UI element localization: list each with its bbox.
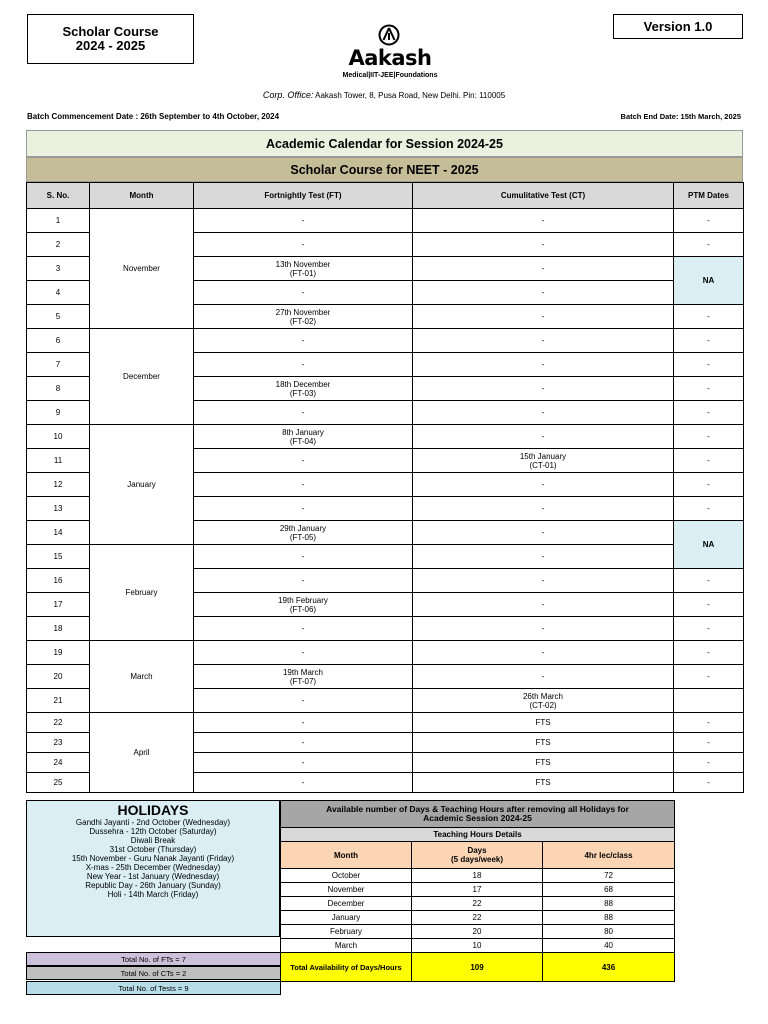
cell-month: December xyxy=(90,329,194,425)
ft-text: - xyxy=(301,576,305,585)
course-year: 2024 - 2025 xyxy=(75,38,146,53)
cell-ft xyxy=(194,753,413,773)
ct-text: - xyxy=(541,336,545,345)
cell-ptm: NA xyxy=(674,257,744,305)
hours-cell-days: 20 xyxy=(412,925,543,939)
calendar-table xyxy=(26,182,744,793)
holiday-item: New Year - 1st January (Wednesday) xyxy=(86,872,220,881)
ft-text: 29th January xyxy=(279,523,327,533)
hours-total-hours: 436 xyxy=(543,953,675,982)
hours-cell-days: 10 xyxy=(412,939,543,953)
ft-text: 19th March xyxy=(282,667,324,677)
cell-ptm: - xyxy=(674,473,744,497)
ft-text: 18th December xyxy=(275,379,331,389)
hours-title: Available number of Days & Teaching Hours after removing all Holidays for Academic Session 2024-25 xyxy=(281,801,675,828)
cell-ft xyxy=(194,233,413,257)
total-tests: Total No. of Tests = 9 xyxy=(26,981,281,995)
cell-ft xyxy=(194,641,413,665)
cell-sno: 2 xyxy=(27,233,90,257)
cell-ft xyxy=(194,305,413,329)
ct-text: - xyxy=(541,216,545,225)
ct-text: - xyxy=(541,480,545,489)
cell-sno: 22 xyxy=(27,713,90,733)
corp-office-address: Aakash Tower, 8, Pusa Road, New Delhi. Pin: 110005 xyxy=(315,91,506,100)
table-row xyxy=(27,209,744,233)
hours-cell-days: 17 xyxy=(412,883,543,897)
ct-text: FTS xyxy=(535,758,551,767)
hours-cell-days: 22 xyxy=(412,911,543,925)
batch-commencement: Batch Commencement Date : 26th September to 4th October, 2024 xyxy=(27,112,280,121)
ct-text: (CT-01) xyxy=(529,460,557,470)
hours-cell-month: February xyxy=(281,925,412,939)
hours-total-label: Total Availability of Days/Hours xyxy=(281,953,412,982)
cell-sno: 12 xyxy=(27,473,90,497)
cell-ptm: - xyxy=(674,617,744,641)
aakash-logo-icon xyxy=(378,24,400,46)
cell-sno: 9 xyxy=(27,401,90,425)
cell-sno: 1 xyxy=(27,209,90,233)
cell-ptm: - xyxy=(674,233,744,257)
total-cts: Total No. of CTs = 2 xyxy=(26,966,281,980)
cell-ft xyxy=(194,773,413,793)
cell-ct xyxy=(413,329,674,353)
holidays-title: HOLIDAYS xyxy=(117,802,189,818)
hours-row xyxy=(281,911,675,925)
hours-cell-hours: 40 xyxy=(543,939,675,953)
cell-ct xyxy=(413,665,674,689)
ft-text: - xyxy=(301,552,305,561)
ct-text: (CT-02) xyxy=(529,700,557,710)
hours-cell-days: 22 xyxy=(412,897,543,911)
ct-text: 26th March xyxy=(522,691,564,701)
cell-ft xyxy=(194,257,413,281)
hours-cell-hours: 88 xyxy=(543,911,675,925)
ct-text: - xyxy=(541,312,545,321)
cell-ptm: - xyxy=(674,209,744,233)
cell-ptm: - xyxy=(674,733,744,753)
cell-ft xyxy=(194,425,413,449)
batch-end: Batch End Date: 15th March, 2025 xyxy=(620,112,741,121)
holiday-item: Republic Day - 26th January (Sunday) xyxy=(85,881,221,890)
cell-ft xyxy=(194,713,413,733)
col-sno: S. No. xyxy=(27,183,90,209)
cell-ct xyxy=(413,353,674,377)
cell-ct xyxy=(413,257,674,281)
cell-ft xyxy=(194,353,413,377)
cell-month: April xyxy=(90,713,194,793)
cell-ptm: - xyxy=(674,353,744,377)
cell-ptm: - xyxy=(674,425,744,449)
cell-sno: 16 xyxy=(27,569,90,593)
hours-cell-month: December xyxy=(281,897,412,911)
ft-text: - xyxy=(301,336,305,345)
hours-row xyxy=(281,869,675,883)
holiday-item: Dussehra - 12th October (Saturday) xyxy=(89,827,217,836)
cell-ct xyxy=(413,689,674,713)
cell-ft xyxy=(194,377,413,401)
course-subtitle: Scholar Course for NEET - 2025 xyxy=(26,157,743,182)
ft-text: - xyxy=(301,504,305,513)
hours-cell-hours: 80 xyxy=(543,925,675,939)
cell-ft xyxy=(194,329,413,353)
ft-text: - xyxy=(301,738,305,747)
ct-text: - xyxy=(541,240,545,249)
corp-office-label: Corp. Office: xyxy=(262,90,314,100)
cell-sno: 19 xyxy=(27,641,90,665)
course-name: Scholar Course xyxy=(62,24,159,39)
cell-sno: 4 xyxy=(27,281,90,305)
cell-ptm: - xyxy=(674,713,744,733)
cell-ptm: - xyxy=(674,665,744,689)
cell-sno: 11 xyxy=(27,449,90,473)
hours-subtitle: Teaching Hours Details xyxy=(281,828,675,842)
ft-text: 8th January xyxy=(282,427,324,437)
holiday-item: Gandhi Jayanti - 2nd October (Wednesday) xyxy=(75,818,231,827)
ft-text: 13th November xyxy=(275,259,331,269)
cell-ft xyxy=(194,569,413,593)
cell-ptm: - xyxy=(674,641,744,665)
ct-text: - xyxy=(541,672,545,681)
calendar-title: Academic Calendar for Session 2024-25 xyxy=(26,130,743,157)
cell-month: February xyxy=(90,545,194,641)
hours-col-days-note: (5 days/week) xyxy=(450,855,504,864)
holiday-item: 31st October (Thursday) xyxy=(109,845,197,854)
ft-text: - xyxy=(301,240,305,249)
cell-ct xyxy=(413,209,674,233)
cell-sno: 8 xyxy=(27,377,90,401)
cell-ct xyxy=(413,545,674,569)
cell-month: November xyxy=(90,209,194,329)
cell-sno: 25 xyxy=(27,773,90,793)
cell-ct xyxy=(413,641,674,665)
cell-ct xyxy=(413,733,674,753)
ft-text: (FT-02) xyxy=(289,316,317,326)
hours-cell-month: January xyxy=(281,911,412,925)
ct-text: FTS xyxy=(535,718,551,727)
cell-ft xyxy=(194,473,413,497)
ft-text: (FT-06) xyxy=(289,604,317,614)
hours-col-days xyxy=(412,842,543,869)
ct-text: - xyxy=(541,624,545,633)
hours-row xyxy=(281,897,675,911)
cell-sno: 17 xyxy=(27,593,90,617)
hours-cell-hours: 68 xyxy=(543,883,675,897)
cell-ft xyxy=(194,209,413,233)
cell-ft xyxy=(194,449,413,473)
ft-text: (FT-01) xyxy=(289,268,317,278)
cell-ct xyxy=(413,521,674,545)
cell-sno: 7 xyxy=(27,353,90,377)
hours-cell-month: March xyxy=(281,939,412,953)
hours-cell-days: 18 xyxy=(412,869,543,883)
hours-col-month: Month xyxy=(281,842,412,869)
cell-sno: 20 xyxy=(27,665,90,689)
cell-ptm: - xyxy=(674,329,744,353)
cell-ct xyxy=(413,281,674,305)
cell-ptm: - xyxy=(674,305,744,329)
ft-text: - xyxy=(301,624,305,633)
cell-sno: 3 xyxy=(27,257,90,281)
ft-text: - xyxy=(301,216,305,225)
corp-office-line xyxy=(0,90,768,100)
cell-month: March xyxy=(90,641,194,713)
cell-sno: 6 xyxy=(27,329,90,353)
cell-ft xyxy=(194,733,413,753)
cell-ptm xyxy=(674,689,744,713)
ft-text: - xyxy=(301,718,305,727)
ct-text: - xyxy=(541,528,545,537)
cell-sno: 14 xyxy=(27,521,90,545)
cell-sno: 10 xyxy=(27,425,90,449)
table-row xyxy=(27,641,744,665)
hours-row xyxy=(281,939,675,953)
ct-text: - xyxy=(541,552,545,561)
hours-cell-hours: 72 xyxy=(543,869,675,883)
hours-col-hours: 4hr lec/class xyxy=(543,842,675,869)
ct-text: - xyxy=(541,576,545,585)
ct-text: - xyxy=(541,264,545,273)
col-ptm: PTM Dates xyxy=(674,183,744,209)
cell-sno: 5 xyxy=(27,305,90,329)
cell-ct xyxy=(413,773,674,793)
cell-ct xyxy=(413,305,674,329)
cell-ct xyxy=(413,497,674,521)
ft-text: - xyxy=(301,648,305,657)
ft-text: - xyxy=(301,408,305,417)
cell-ct xyxy=(413,569,674,593)
cell-ptm: - xyxy=(674,401,744,425)
cell-ct xyxy=(413,425,674,449)
hours-cell-month: October xyxy=(281,869,412,883)
cell-sno: 23 xyxy=(27,733,90,753)
col-ft: Fortnightly Test (FT) xyxy=(194,183,413,209)
cell-ct xyxy=(413,233,674,257)
logo-wordmark: Aakash xyxy=(348,46,432,70)
cell-ft xyxy=(194,665,413,689)
ft-text: 19th February xyxy=(278,595,328,605)
table-row xyxy=(27,425,744,449)
ct-text: FTS xyxy=(535,778,551,787)
cell-ft xyxy=(194,593,413,617)
holidays-list xyxy=(27,818,279,899)
ft-text: - xyxy=(301,758,305,767)
cell-ct xyxy=(413,753,674,773)
table-row xyxy=(27,329,744,353)
cell-ct xyxy=(413,617,674,641)
ft-text: - xyxy=(301,778,305,787)
cell-ct xyxy=(413,713,674,733)
ct-text: - xyxy=(541,504,545,513)
col-month: Month xyxy=(90,183,194,209)
ft-text: - xyxy=(301,360,305,369)
table-row xyxy=(27,545,744,569)
ft-text: - xyxy=(301,288,305,297)
cell-ptm: - xyxy=(674,449,744,473)
ft-text: (FT-04) xyxy=(289,436,317,446)
course-title-box xyxy=(27,14,194,64)
ct-text: - xyxy=(541,600,545,609)
cell-ct xyxy=(413,473,674,497)
hours-total-days: 109 xyxy=(412,953,543,982)
hours-col-days-label: Days xyxy=(467,846,487,855)
cell-ptm: - xyxy=(674,593,744,617)
cell-ptm: - xyxy=(674,497,744,521)
ct-text: - xyxy=(541,408,545,417)
ft-text: - xyxy=(301,456,305,465)
ft-text: (FT-03) xyxy=(289,388,317,398)
ct-text: - xyxy=(541,288,545,297)
ft-text: (FT-05) xyxy=(289,532,317,542)
cell-ft xyxy=(194,689,413,713)
cell-ct xyxy=(413,401,674,425)
cell-ptm: - xyxy=(674,569,744,593)
hours-row xyxy=(281,925,675,939)
cell-sno: 18 xyxy=(27,617,90,641)
cell-ptm: - xyxy=(674,377,744,401)
hours-cell-hours: 88 xyxy=(543,897,675,911)
cell-sno: 13 xyxy=(27,497,90,521)
cell-ft xyxy=(194,617,413,641)
table-header-row xyxy=(27,183,744,209)
ct-text: - xyxy=(541,384,545,393)
cell-ft xyxy=(194,497,413,521)
hours-cell-month: November xyxy=(281,883,412,897)
ct-text: FTS xyxy=(535,738,551,747)
cell-ptm: NA xyxy=(674,521,744,569)
ct-text: - xyxy=(541,648,545,657)
cell-ct xyxy=(413,449,674,473)
ct-text: - xyxy=(541,432,545,441)
cell-ptm: - xyxy=(674,773,744,793)
cell-ct xyxy=(413,593,674,617)
cell-ft xyxy=(194,521,413,545)
hours-row xyxy=(281,883,675,897)
holidays-box xyxy=(26,800,280,937)
cell-ptm: - xyxy=(674,753,744,773)
cell-sno: 15 xyxy=(27,545,90,569)
total-fts: Total No. of FTs = 7 xyxy=(26,952,281,966)
cell-ft xyxy=(194,281,413,305)
cell-sno: 24 xyxy=(27,753,90,773)
ft-text: - xyxy=(301,696,305,705)
ft-text: (FT-07) xyxy=(289,676,317,686)
teaching-hours-table xyxy=(280,800,675,982)
cell-sno: 21 xyxy=(27,689,90,713)
ct-text: - xyxy=(541,360,545,369)
cell-ft xyxy=(194,545,413,569)
cell-ct xyxy=(413,377,674,401)
col-ct: Cumulitative Test (CT) xyxy=(413,183,674,209)
ct-text: 15th January xyxy=(519,451,567,461)
ft-text: - xyxy=(301,480,305,489)
table-row xyxy=(27,713,744,733)
cell-month: January xyxy=(90,425,194,545)
holiday-item: Diwali Break xyxy=(130,836,176,845)
version-label: Version 1.0 xyxy=(613,14,743,39)
cell-ft xyxy=(194,401,413,425)
holiday-item: Holi - 14th March (Friday) xyxy=(107,890,199,899)
holiday-item: 15th November - Guru Nanak Jayanti (Friday) xyxy=(71,854,235,863)
ft-text: 27th November xyxy=(275,307,331,317)
holiday-item: X-mas - 25th December (Wednesday) xyxy=(85,863,221,872)
logo-tagline: Medical|IIT-JEE|Foundations xyxy=(342,72,438,79)
